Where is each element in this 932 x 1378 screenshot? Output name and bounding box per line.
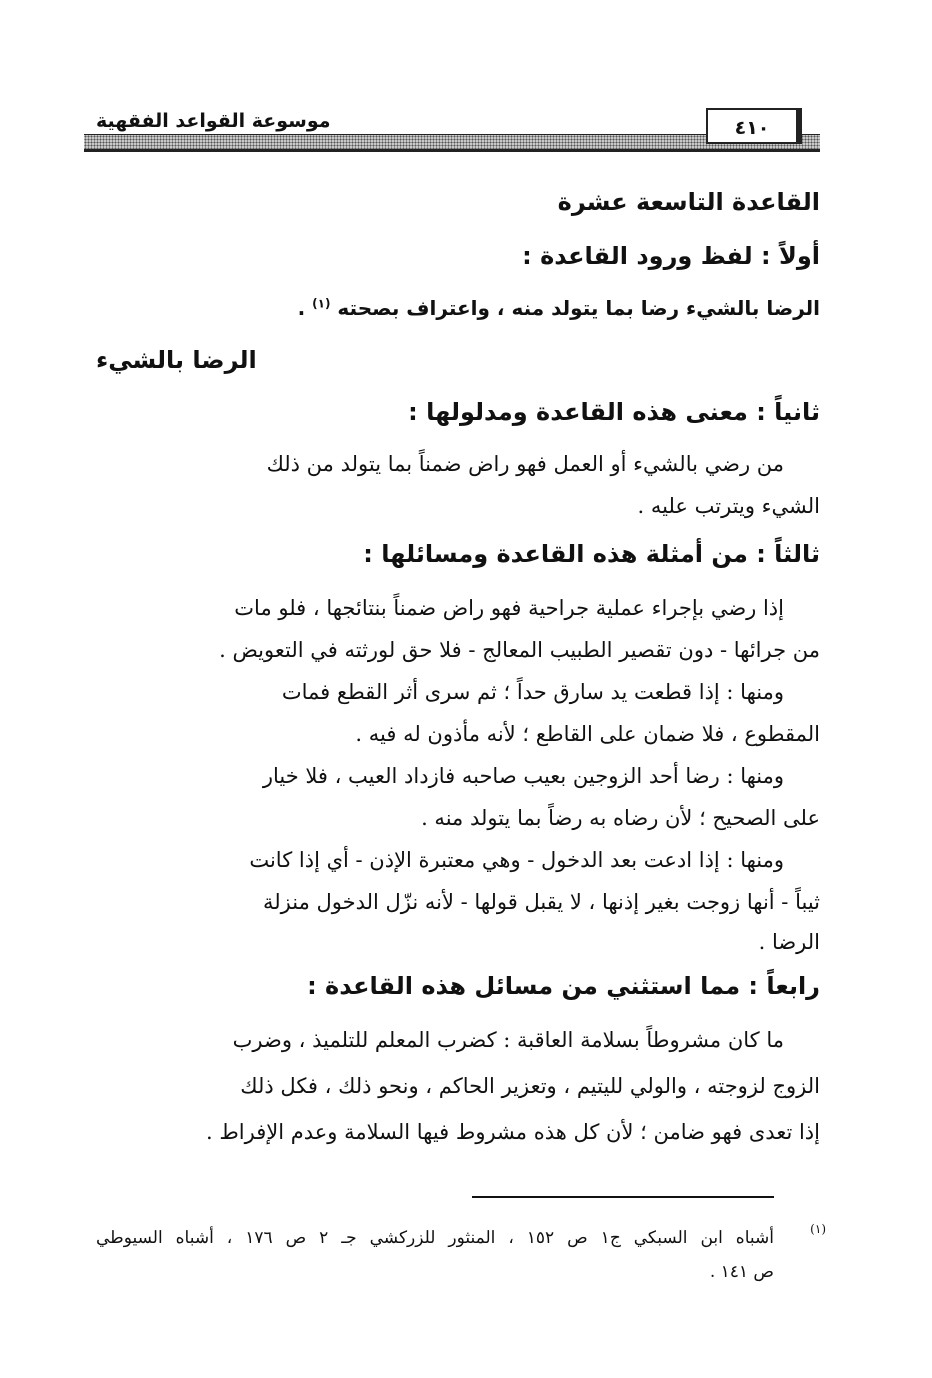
meaning-line-2: الشيء ويترتب عليه . xyxy=(637,494,820,518)
example-line-7: ومنها : إذا ادعت بعد الدخول - وهي معتبرة الإذن - أي إذا كانت xyxy=(249,848,784,872)
header-rule-line xyxy=(84,150,820,152)
exception-line-1: ما كان مشروطاً بسلامة العاقبة : كضرب المعلم للتلميذ ، وضرب xyxy=(232,1028,784,1052)
section-heading-third: ثالثاً : من أمثلة هذه القاعدة ومسائلها : xyxy=(363,540,820,568)
exception-line-3: إذا تعدى فهو ضامن ؛ لأن كل هذه مشروط فيها السلامة وعدم الإفراط . xyxy=(206,1120,820,1144)
example-line-1: إذا رضي بإجراء عملية جراحية فهو راض ضمناً بنتائجها ، فلو مات xyxy=(234,596,784,620)
section-heading-fourth: رابعاً : مما استثني من مسائل هذه القاعدة : xyxy=(307,972,820,1000)
example-line-9: الرضا . xyxy=(758,930,820,954)
section-heading-first: أولاً : لفظ ورود القاعدة : xyxy=(522,242,820,270)
rule-end: . xyxy=(297,296,306,320)
meaning-line-1: من رضي بالشيء أو العمل فهو راض ضمناً بما يتولد من ذلك xyxy=(266,452,784,476)
example-line-5: ومنها : رضا أحد الزوجين بعيب صاحبه فازداد العيب ، فلا خيار xyxy=(262,764,784,788)
example-line-8: ثيباً - أنها زوجت بغير إذنها ، لا يقبل قولها - لأنه نزّل الدخول منزلة xyxy=(263,890,820,914)
footnote-line-1: أشباه ابن السبكي ج١ ص ١٥٢ ، المنثور للزركشي جـ ٢ ص ١٧٦ ، أشباه السيوطي xyxy=(96,1228,774,1248)
example-line-3: ومنها : إذا قطعت يد سارق حداً ؛ ثم سرى أثر القطع فمات xyxy=(281,680,784,704)
rule-text: الرضا بالشيء رضا بما يتولد منه ، واعتراف بصحته xyxy=(337,296,820,320)
footnote-line-2: ص ١٤١ . xyxy=(709,1262,774,1282)
rule-title: القاعدة التاسعة عشرة xyxy=(557,188,820,216)
section-heading-second: ثانياً : معنى هذه القاعدة ومدلولها : xyxy=(408,398,820,426)
example-line-4: المقطوع ، فلا ضمان على القاطع ؛ لأنه مأذون له فيه . xyxy=(355,722,820,746)
exception-line-2: الزوج لزوجته ، والولي لليتيم ، وتعزير الحاكم ، ونحو ذلك ، فكل ذلك xyxy=(240,1074,820,1098)
page-number: ٤١٠ xyxy=(706,108,802,144)
rule-statement xyxy=(298,296,820,320)
footnote-marker: (١) xyxy=(810,1222,826,1236)
footnote-separator xyxy=(472,1196,774,1198)
short-title: الرضا بالشيء xyxy=(96,346,257,374)
example-line-6: على الصحيح ؛ لأن رضاه به رضاً بما يتولد منه . xyxy=(421,806,820,830)
example-line-2: من جرائها - دون تقصير الطبيب المعالج - فلا حق لورثته في التعويض . xyxy=(219,638,820,662)
book-title: موسوعة القواعد الفقهية xyxy=(96,110,331,132)
footnote-ref: (١) xyxy=(312,296,331,311)
